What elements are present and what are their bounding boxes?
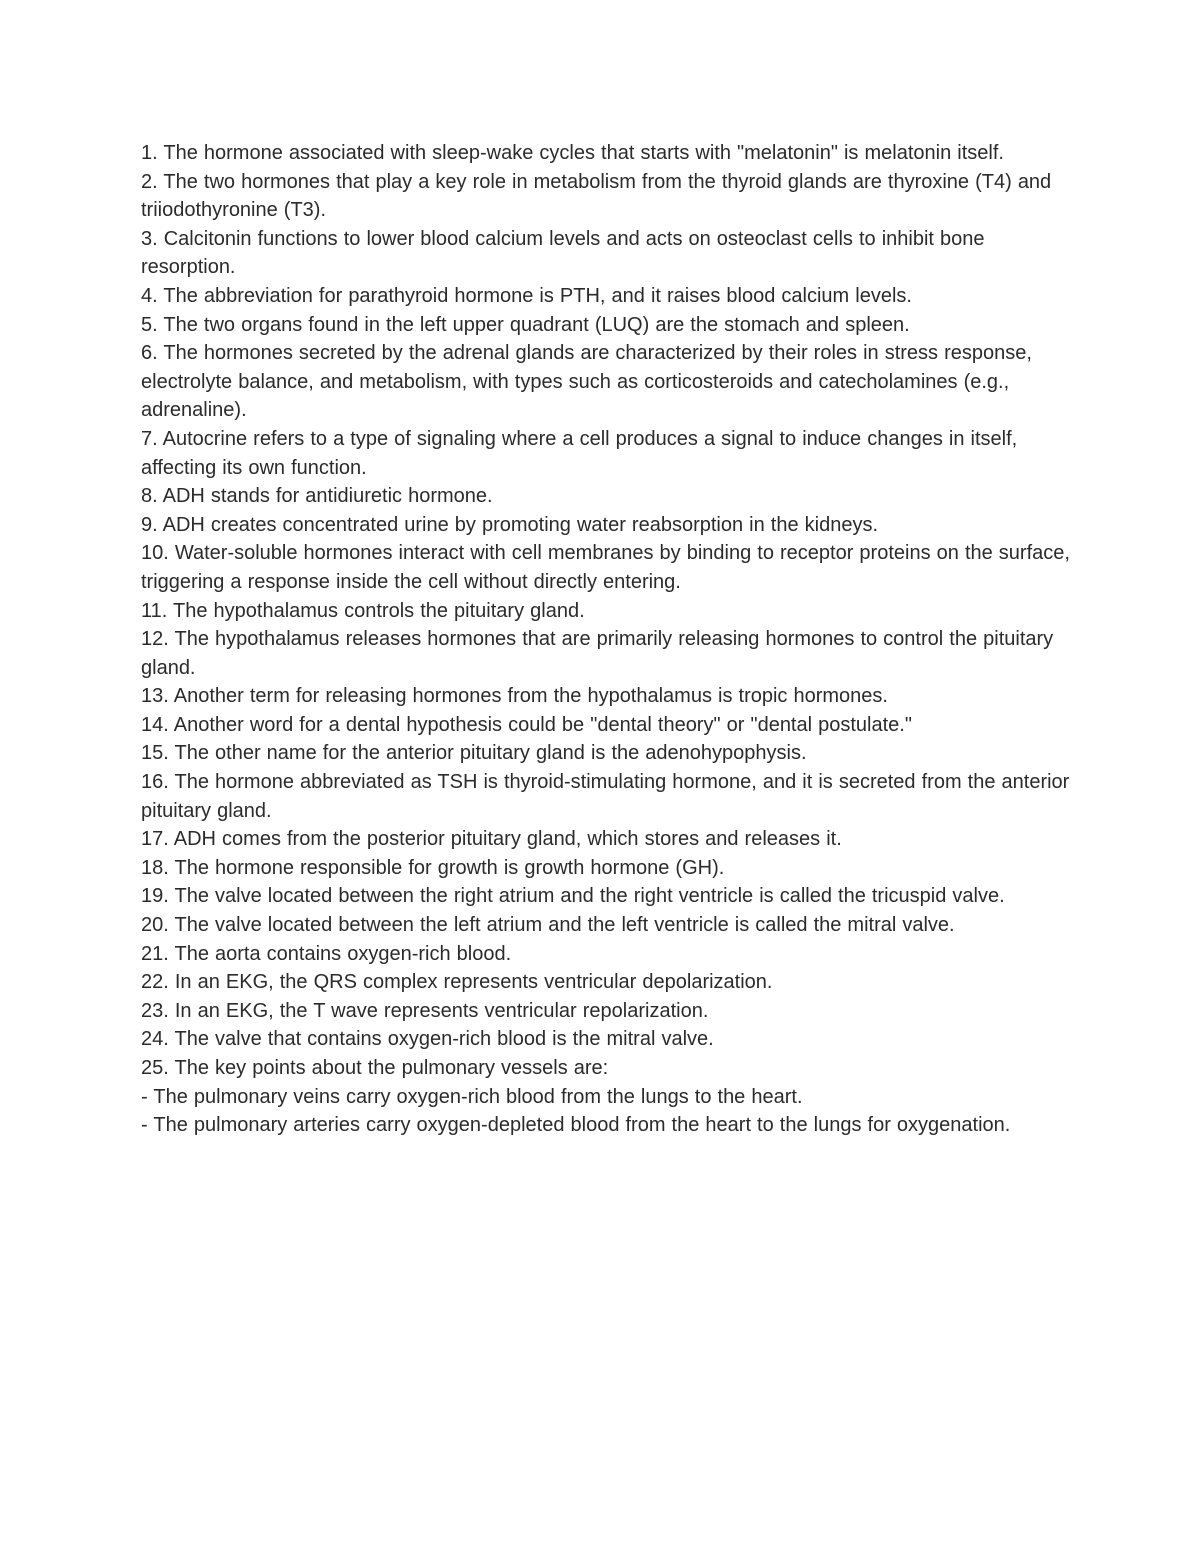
document-body [141,139,1071,1140]
list-item: 11. The hypothalamus controls the pituitary gland. [141,599,585,622]
list-item: 4. The abbreviation for parathyroid hormone is PTH, and it raises blood calcium levels. [141,284,912,307]
list-item: 6. The hormones secreted by the adrenal glands are characterized by their roles in stress response, electrolyte balance, and metabolism, with types such as corticosteroids and catecholamines (e.g., adrenaline). [141,342,1032,422]
list-item: 3. Calcitonin functions to lower blood calcium levels and acts on osteoclast cells to inhibit bone resorption. [141,227,985,279]
list-item: 18. The hormone responsible for growth is growth hormone (GH). [141,856,725,879]
list-item: 23. In an EKG, the T wave represents ventricular repolarization. [141,999,709,1022]
list-item: 8. ADH stands for antidiuretic hormone. [141,485,493,508]
list-item: 20. The valve located between the left atrium and the left ventricle is called the mitral valve. [141,914,955,937]
list-item: 25. The key points about the pulmonary vessels are: [141,1057,609,1079]
list-item: 7. Autocrine refers to a type of signaling where a cell produces a signal to induce changes in itself, affecting its own function. [141,427,1018,479]
list-item: 22. In an EKG, the QRS complex represents ventricular depolarization. [141,971,773,994]
list-item: 15. The other name for the anterior pituitary gland is the adenohypophysis. [141,742,807,765]
list-item: 10. Water-soluble hormones interact with cell membranes by binding to receptor proteins on the surface, triggering a response inside the cell without directly entering. [141,542,1070,593]
list-item: 19. The valve located between the right atrium and the right ventricle is called the tricuspid valve. [141,885,1005,908]
list-item: 5. The two organs found in the left upper quadrant (LUQ) are the stomach and spleen. [141,313,910,336]
list-item: 13. Another term for releasing hormones from the hypothalamus is tropic hormones. [141,685,888,708]
list-item: 16. The hormone abbreviated as TSH is thyroid-stimulating hormone, and it is secreted from the anterior pituitary gland. [141,771,1070,822]
sub-list-item: - The pulmonary veins carry oxygen-rich blood from the lungs to the heart. [141,1085,803,1108]
list-item: 17. ADH comes from the posterior pituitary gland, which stores and releases it. [141,828,842,851]
list-item: 21. The aorta contains oxygen-rich blood. [141,942,512,965]
list-item: 24. The valve that contains oxygen-rich blood is the mitral valve. [141,1028,714,1051]
list-item: 9. ADH creates concentrated urine by promoting water reabsorption in the kidneys. [141,513,879,536]
list-item: 2. The two hormones that play a key role in metabolism from the thyroid glands are thyroxine (T4) and triiodothyronine (T3). [141,170,1052,222]
list-item: 12. The hypothalamus releases hormones that are primarily releasing hormones to control the pituitary gland. [141,628,1054,679]
sub-list-item: - The pulmonary arteries carry oxygen-depleted blood from the heart to the lungs for oxygenation. [141,1114,1011,1137]
list-item: 1. The hormone associated with sleep-wake cycles that starts with "melatonin" is melatonin itself. [141,142,1004,164]
list-item: 14. Another word for a dental hypothesis could be "dental theory" or "dental postulate." [141,713,912,736]
